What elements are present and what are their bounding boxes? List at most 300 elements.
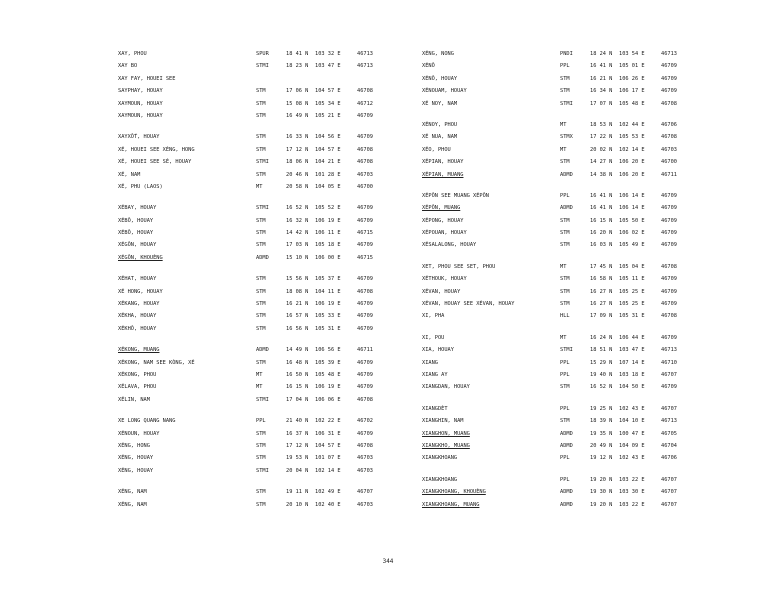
gazetteer-entry (118, 499, 428, 511)
gazetteer-entry (422, 202, 732, 214)
place-name: XÉ HONG, HOUAY (118, 288, 163, 295)
feature-type: MT (560, 334, 567, 341)
longitude: 106 17 E (619, 88, 645, 95)
gazetteer-entry (422, 261, 732, 273)
latitude: 16 33 N (286, 134, 309, 141)
gazetteer-entry (422, 440, 732, 452)
longitude: 101 28 E (315, 171, 341, 178)
feature-type: STM (560, 230, 570, 237)
longitude: 101 07 E (315, 455, 341, 462)
place-name: XÉKONG, PHOU (118, 371, 157, 378)
feature-type: MT (560, 146, 567, 153)
place-name: XÉNÔ (422, 63, 435, 70)
latitude: 16 48 N (286, 359, 309, 366)
page-number: 344 (382, 558, 394, 565)
sheet-code: 46709 (661, 192, 677, 199)
latitude: 16 41 N (590, 192, 613, 199)
longitude: 106 19 E (315, 217, 341, 224)
sheet-code: 46709 (661, 301, 677, 308)
latitude: 16 49 N (286, 112, 309, 119)
feature-type: STM (560, 288, 570, 295)
gazetteer-entry (118, 273, 428, 285)
feature-type: STM (256, 325, 266, 332)
feature-type: ADMD (560, 501, 573, 508)
sheet-code: 46708 (357, 146, 373, 153)
feature-type: PPL (256, 418, 266, 425)
sheet-code: 46703 (357, 455, 373, 462)
longitude: 105 49 E (619, 242, 645, 249)
place-name: XÉNG, HOUAY (118, 467, 154, 474)
longitude: 106 14 E (619, 205, 645, 212)
latitude: 17 22 N (590, 134, 613, 141)
feature-type: STMI (256, 467, 269, 474)
sheet-code: 46703 (357, 501, 373, 508)
latitude: 16 03 N (590, 242, 613, 249)
sheet-code: 46713 (357, 63, 373, 70)
longitude: 103 54 E (619, 51, 645, 57)
gazetteer-entry (118, 169, 428, 181)
gazetteer-entry (118, 286, 428, 298)
place-name: XIANGKHOANG, MUANG (422, 501, 480, 508)
sheet-code: 46709 (357, 217, 373, 224)
place-name: XIANGHIN, NAM (422, 418, 464, 425)
feature-type: STM (256, 501, 266, 508)
place-name: XÉNOUAM, HOUAY (422, 88, 467, 95)
latitude: 17 06 N (286, 88, 309, 95)
feature-type: MT (256, 384, 263, 391)
longitude: 105 01 E (619, 63, 645, 70)
longitude: 103 30 E (619, 489, 645, 496)
latitude: 17 07 N (590, 100, 613, 107)
sheet-code: 46711 (661, 171, 677, 178)
feature-type: STM (560, 75, 570, 82)
feature-type: STM (560, 217, 570, 224)
sheet-code: 46708 (661, 134, 677, 141)
feature-type: ADMD (560, 489, 573, 496)
feature-type: STMI (256, 205, 269, 212)
sheet-code: 46709 (661, 384, 677, 391)
sheet-code: 46709 (357, 384, 373, 391)
longitude: 106 31 E (315, 430, 341, 437)
sheet-code: 46709 (661, 63, 677, 70)
feature-type: PPL (560, 359, 570, 366)
feature-type: ADMD (256, 347, 269, 354)
feature-type: MT (560, 121, 567, 128)
gazetteer-entry (422, 273, 732, 285)
gazetteer-entry (118, 452, 428, 464)
gazetteer-entry (422, 357, 732, 369)
place-name: XÉNOY, PHOU (422, 121, 458, 128)
place-name: XÉ, HOUEI SEE XÉNG, HONG (118, 146, 195, 153)
place-name: XIANGHON, MUANG (422, 430, 470, 437)
place-name: XIANGKHO, MUANG (422, 442, 470, 449)
gazetteer-entry (118, 440, 428, 452)
gazetteer-entry (422, 415, 732, 427)
place-name: XÉGÔN, HOUAY (118, 242, 157, 249)
gazetteer-entry (422, 452, 732, 464)
sheet-code: 46707 (661, 501, 677, 508)
place-name: XÉKONG, NAM SEE KÒNG, XÉ (118, 359, 195, 366)
gazetteer-entry (118, 48, 428, 60)
place-name: SAYPHAY, HOUAY (118, 88, 163, 95)
longitude: 104 57 E (315, 88, 341, 95)
latitude: 18 51 N (590, 347, 613, 354)
gazetteer-entry (118, 415, 428, 427)
feature-type: STM (256, 442, 266, 449)
longitude: 106 19 E (315, 301, 341, 308)
feature-type: STM (560, 242, 570, 249)
longitude: 105 33 E (315, 313, 341, 320)
place-name: XET, PHOU SEE SET, PHOU (422, 263, 496, 270)
gazetteer-entry (422, 344, 732, 356)
longitude: 103 32 E (315, 51, 341, 57)
feature-type: MT (256, 371, 263, 378)
sheet-code: 46709 (661, 242, 677, 249)
latitude: 19 20 N (590, 501, 613, 508)
place-name: XÉPIAN, MUANG (422, 171, 464, 178)
gazetteer-entry (422, 403, 732, 415)
gazetteer-entry (422, 474, 732, 486)
place-name: XAYXỐT, HOUAY (118, 134, 160, 141)
feature-type: STM (560, 276, 570, 283)
place-name: XÉPIAN, HOUAY (422, 159, 464, 166)
longitude: 102 44 E (619, 121, 645, 128)
sheet-code: 46709 (661, 217, 677, 224)
sheet-code: 46709 (357, 112, 373, 119)
gazetteer-entry (118, 323, 428, 335)
longitude: 106 00 E (315, 254, 341, 261)
gazetteer-entry (422, 131, 732, 143)
place-name: XIANGKHOANG (422, 476, 458, 483)
sheet-code: 46709 (357, 359, 373, 366)
latitude: 16 27 N (590, 288, 613, 295)
place-name: XÉO, PHOU (422, 146, 451, 153)
feature-type: STM (560, 418, 570, 425)
feature-type: PPL (560, 476, 570, 483)
feature-type: ADMD (256, 254, 269, 261)
sheet-code: 46708 (357, 396, 373, 403)
latitude: 19 12 N (590, 455, 613, 462)
feature-type: STMI (256, 396, 269, 403)
gazetteer-entry (118, 252, 428, 264)
feature-type: STM (256, 230, 266, 237)
latitude: 19 53 N (286, 455, 309, 462)
longitude: 105 37 E (315, 276, 341, 283)
gazetteer-entry (118, 465, 428, 477)
place-name: XÉVAN, HOUAY SEE XÉVAN, HOUAY (422, 301, 515, 308)
place-name: XAYMOUN, HOUAY (118, 100, 163, 107)
sheet-code: 46711 (357, 347, 373, 354)
place-name: XÉNG, HOUAY (118, 455, 154, 462)
longitude: 102 40 E (315, 501, 341, 508)
latitude: 19 11 N (286, 489, 309, 496)
sheet-code: 46713 (661, 347, 677, 354)
longitude: 103 22 E (619, 476, 645, 483)
longitude: 100 47 E (619, 430, 645, 437)
place-name: XIANGDAN, HOUAY (422, 384, 470, 391)
sheet-code: 46703 (357, 171, 373, 178)
place-name: XI, PHA (422, 313, 445, 320)
feature-type: STMI (256, 159, 269, 166)
longitude: 106 19 E (315, 384, 341, 391)
gazetteer-entry (118, 181, 428, 193)
feature-type: MT (256, 183, 263, 190)
gazetteer-entry (118, 486, 428, 498)
feature-type: PPL (560, 63, 570, 70)
place-name: XÉKHÔ, HOUAY (118, 325, 157, 332)
sheet-code: 46713 (661, 51, 677, 57)
sheet-code: 46708 (661, 100, 677, 107)
feature-type: STM (256, 288, 266, 295)
sheet-code: 46708 (661, 313, 677, 320)
place-name: XIANGDÈT (422, 405, 448, 412)
gazetteer-entry (422, 499, 732, 511)
longitude: 107 14 E (619, 359, 645, 366)
feature-type: STM (256, 88, 266, 95)
place-name: XÉBÔ, HOUAY (118, 217, 154, 224)
latitude: 16 37 N (286, 430, 309, 437)
place-name: XÉKANG, HOUAY (118, 301, 160, 308)
sheet-code: 46709 (357, 430, 373, 437)
longitude: 105 04 E (619, 263, 645, 270)
place-name: XÉBÔ, HOUAY (118, 230, 154, 237)
latitude: 17 12 N (286, 146, 309, 153)
longitude: 105 48 E (619, 100, 645, 107)
place-name: XAYMOUN, HOUAY (118, 112, 163, 119)
place-name: XAY, PHOU (118, 51, 147, 57)
feature-type: STMX (560, 134, 573, 141)
sheet-code: 46709 (357, 301, 373, 308)
latitude: 20 02 N (590, 146, 613, 153)
longitude: 104 21 E (315, 159, 341, 166)
feature-type: PPL (560, 371, 570, 378)
feature-type: STM (256, 100, 266, 107)
longitude: 106 14 E (619, 192, 645, 199)
longitude: 102 14 E (315, 467, 341, 474)
gazetteer-entry (422, 85, 732, 97)
latitude: 18 53 N (590, 121, 613, 128)
longitude: 102 49 E (315, 489, 341, 496)
sheet-code: 46709 (357, 134, 373, 141)
gazetteer-entry (118, 394, 428, 406)
place-name: XÉLAVA, PHOU (118, 384, 157, 391)
sheet-code: 46700 (661, 159, 677, 166)
gazetteer-entry (118, 131, 428, 143)
latitude: 17 03 N (286, 242, 309, 249)
place-name: XÉ NOY, NAM (422, 100, 458, 107)
longitude: 104 56 E (315, 134, 341, 141)
longitude: 104 50 E (619, 384, 645, 391)
place-name: XÉ NUA, NAM (422, 134, 458, 141)
feature-type: STM (256, 313, 266, 320)
feature-type: ADMD (560, 205, 573, 212)
sheet-code: 46706 (661, 455, 677, 462)
sheet-code: 46710 (661, 359, 677, 366)
latitude: 20 10 N (286, 501, 309, 508)
gazetteer-entry (118, 110, 428, 122)
latitude: 20 04 N (286, 467, 309, 474)
sheet-code: 46709 (661, 288, 677, 295)
gazetteer-column-left (118, 48, 428, 511)
longitude: 106 11 E (315, 230, 341, 237)
latitude: 19 30 N (590, 489, 613, 496)
gazetteer-entry (422, 332, 732, 344)
longitude: 106 06 E (315, 396, 341, 403)
latitude: 14 38 N (590, 171, 613, 178)
place-name: XÉLIN, NAM (118, 396, 150, 403)
feature-type: HLL (560, 313, 570, 320)
sheet-code: 46712 (357, 100, 373, 107)
gazetteer-entry (422, 215, 732, 227)
latitude: 14 49 N (286, 347, 309, 354)
place-name: XAY FAY, HOUEI SEE (118, 75, 176, 82)
latitude: 17 12 N (286, 442, 309, 449)
gazetteer-entry (118, 215, 428, 227)
longitude: 103 47 E (619, 347, 645, 354)
longitude: 105 21 E (315, 112, 341, 119)
feature-type: STM (560, 301, 570, 308)
longitude: 106 20 E (619, 171, 645, 178)
place-name: XÉNG, NONG (422, 51, 454, 57)
latitude: 16 20 N (590, 230, 613, 237)
sheet-code: 46707 (661, 371, 677, 378)
feature-type: STM (560, 159, 570, 166)
place-name: XÉHAT, HOUAY (118, 276, 157, 283)
gazetteer-entry (422, 119, 732, 131)
gazetteer-entry (422, 298, 732, 310)
gazetteer-column-right (422, 48, 732, 511)
place-name: XÉ, NAM (118, 171, 141, 178)
longitude: 105 48 E (315, 371, 341, 378)
longitude: 103 18 E (619, 371, 645, 378)
latitude: 18 24 N (590, 51, 613, 57)
longitude: 104 09 E (619, 442, 645, 449)
latitude: 16 41 N (590, 205, 613, 212)
sheet-code: 46708 (357, 288, 373, 295)
latitude: 17 45 N (590, 263, 613, 270)
gazetteer-entry (422, 98, 732, 110)
feature-type: PPL (560, 405, 570, 412)
place-name: XIANG AY (422, 371, 448, 378)
longitude: 105 18 E (315, 242, 341, 249)
sheet-code: 46709 (661, 205, 677, 212)
gazetteer-entry (118, 381, 428, 393)
gazetteer-entry (118, 144, 428, 156)
place-name: XÉPÔN, MUANG (422, 205, 461, 212)
latitude: 18 23 N (286, 63, 309, 70)
place-name: XÉ, HOUEI SEE SÉ, HOUAY (118, 159, 192, 166)
gazetteer-entry (422, 310, 732, 322)
sheet-code: 46708 (661, 263, 677, 270)
latitude: 16 32 N (286, 217, 309, 224)
longitude: 106 56 E (315, 347, 341, 354)
longitude: 103 22 E (619, 501, 645, 508)
latitude: 18 41 N (286, 51, 309, 57)
latitude: 16 24 N (590, 334, 613, 341)
sheet-code: 46709 (357, 325, 373, 332)
gazetteer-entry (422, 381, 732, 393)
latitude: 14 42 N (286, 230, 309, 237)
gazetteer-entry (422, 144, 732, 156)
sheet-code: 46708 (357, 442, 373, 449)
place-name: XÉKHA, HOUAY (118, 313, 157, 320)
feature-type: STMI (256, 63, 269, 70)
place-name: XÉVAN, HOUAY (422, 288, 461, 295)
gazetteer-entry (118, 428, 428, 440)
feature-type: STM (256, 430, 266, 437)
place-name: XÉKONG, MUANG (118, 347, 160, 354)
latitude: 16 27 N (590, 301, 613, 308)
latitude: 18 08 N (286, 288, 309, 295)
place-name: XÉPONG, HOUAY (422, 217, 464, 224)
feature-type: STM (256, 276, 266, 283)
place-name: XÉPOUAN, HOUAY (422, 230, 467, 237)
place-name: XÉSALALONG, HOUAY (422, 242, 477, 249)
longitude: 105 34 E (315, 100, 341, 107)
gazetteer-entry (118, 310, 428, 322)
sheet-code: 46708 (357, 88, 373, 95)
place-name: XI, POU (422, 334, 445, 341)
feature-type: STM (256, 217, 266, 224)
longitude: 105 52 E (315, 205, 341, 212)
sheet-code: 46706 (661, 121, 677, 128)
gazetteer-entry (422, 428, 732, 440)
feature-type: STM (256, 242, 266, 249)
gazetteer-entry (118, 156, 428, 168)
longitude: 106 02 E (619, 230, 645, 237)
latitude: 16 52 N (590, 384, 613, 391)
longitude: 106 26 E (619, 75, 645, 82)
sheet-code: 46709 (357, 313, 373, 320)
latitude: 16 15 N (286, 384, 309, 391)
place-name: XÉNOUN, HOUAY (118, 430, 160, 437)
latitude: 14 27 N (590, 159, 613, 166)
feature-type: STM (256, 146, 266, 153)
latitude: 16 15 N (590, 217, 613, 224)
sheet-code: 46715 (357, 230, 373, 237)
latitude: 18 06 N (286, 159, 309, 166)
sheet-code: 46713 (661, 418, 677, 425)
feature-type: PNDI (560, 51, 573, 57)
sheet-code: 46709 (661, 276, 677, 283)
latitude: 19 35 N (590, 430, 613, 437)
latitude: 21 40 N (286, 418, 309, 425)
longitude: 105 53 E (619, 134, 645, 141)
gazetteer-entry (118, 60, 428, 72)
place-name: XÉBAY, HOUAY (118, 205, 157, 212)
gazetteer-entry (118, 344, 428, 356)
gazetteer-entry (118, 369, 428, 381)
place-name: XÉNÔ, HOUAY (422, 75, 458, 82)
gazetteer-entry (118, 202, 428, 214)
longitude: 105 31 E (619, 313, 645, 320)
place-name: XIANGKHOANG (422, 455, 458, 462)
feature-type: PPL (560, 192, 570, 199)
longitude: 105 31 E (315, 325, 341, 332)
longitude: 105 25 E (619, 301, 645, 308)
feature-type: STM (560, 88, 570, 95)
gazetteer-entry (118, 85, 428, 97)
sheet-code: 46704 (661, 442, 677, 449)
longitude: 105 25 E (619, 288, 645, 295)
latitude: 16 56 N (286, 325, 309, 332)
place-name: XAY BO (118, 63, 138, 70)
gazetteer-entry (118, 98, 428, 110)
sheet-code: 46707 (661, 405, 677, 412)
latitude: 16 21 N (590, 75, 613, 82)
latitude: 16 57 N (286, 313, 309, 320)
latitude: 15 08 N (286, 100, 309, 107)
